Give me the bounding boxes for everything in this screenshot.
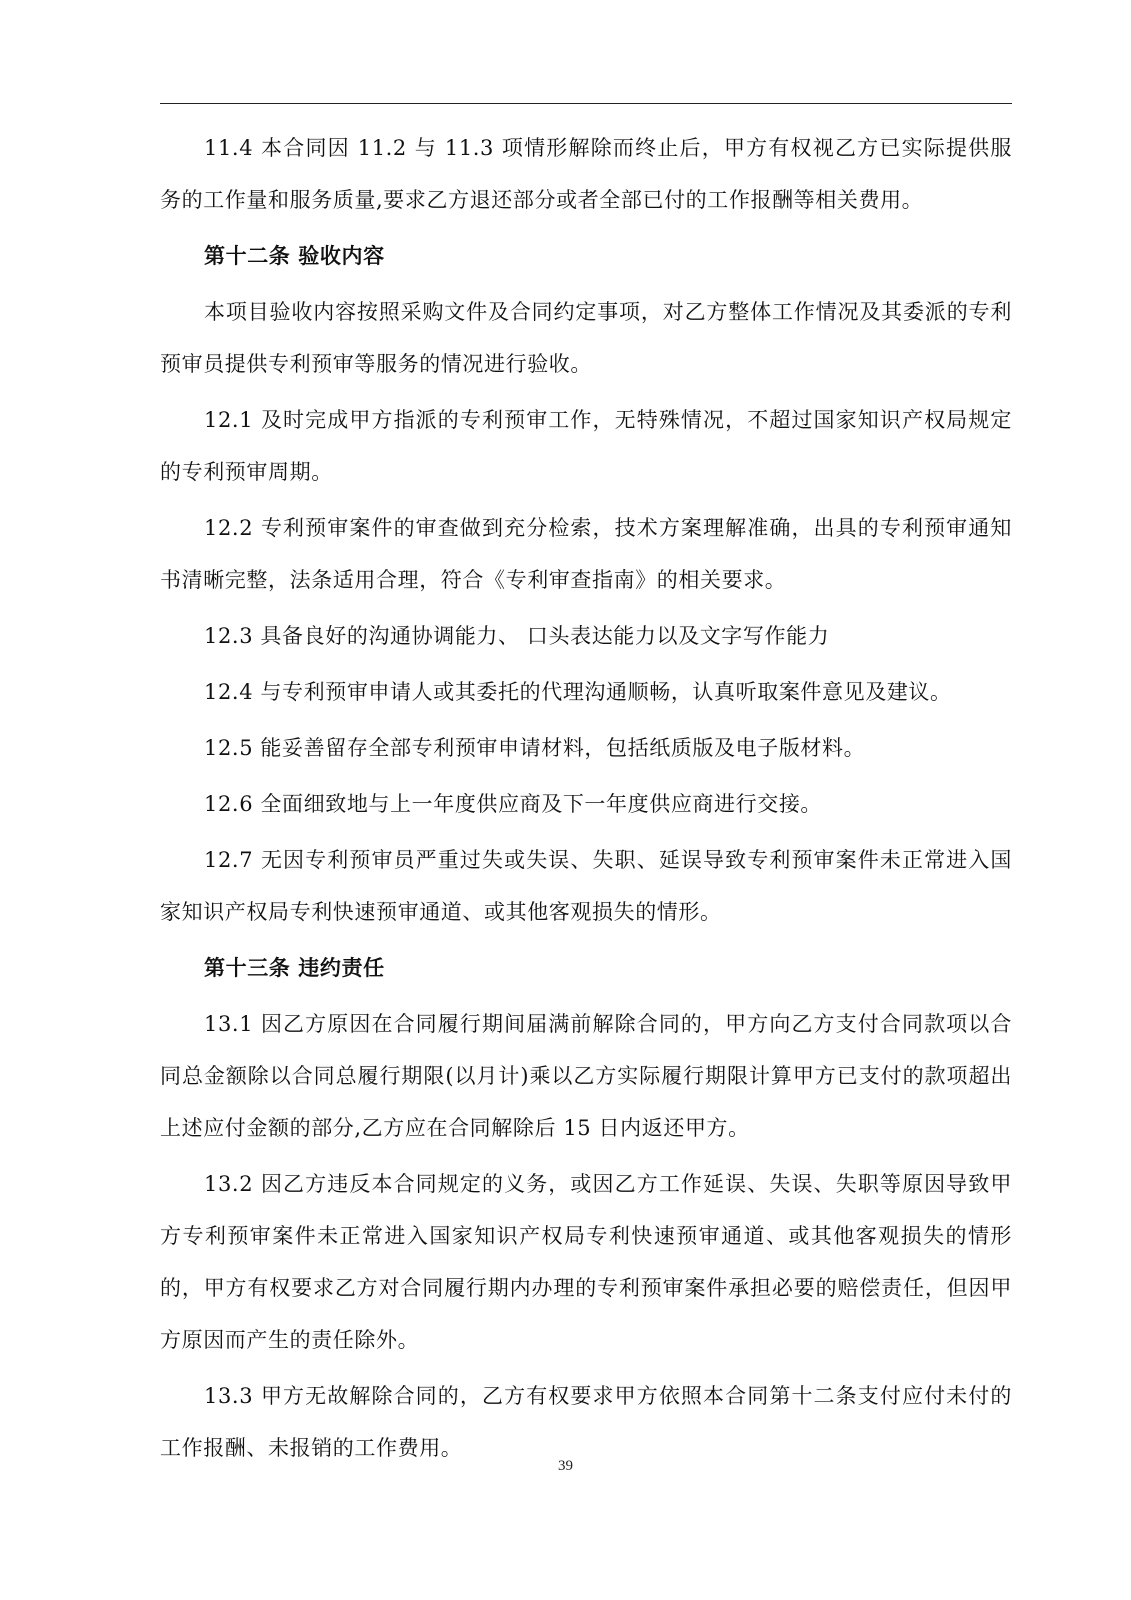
paragraph-13-1: 13.1 因乙方原因在合同履行期间届满前解除合同的，甲方向乙方支付合同款项以合同总金额除以合同总履行期限(以月计)乘以乙方实际履行期限计算甲方已支付的款项超出上述应付金额的部分,乙方应在合同解除后 15 日内返还甲方。 bbox=[160, 1012, 1012, 1140]
section-heading-13: 第十三条 违约责任 bbox=[204, 955, 385, 980]
section-heading-12: 第十二条 验收内容 bbox=[204, 243, 385, 268]
paragraph-12-4: 12.4 与专利预审申请人或其委托的代理沟通顺畅，认真听取案件意见及建议。 bbox=[204, 680, 952, 704]
paragraph-11-4: 11.4 本合同因 11.2 与 11.3 项情形解除而终止后，甲方有权视乙方已实际提供服务的工作量和服务质量,要求乙方退还部分或者全部已付的工作报酬等相关费用。 bbox=[160, 136, 1012, 212]
paragraph-12-intro: 本项目验收内容按照采购文件及合同约定事项，对乙方整体工作情况及其委派的专利预审员提供专利预审等服务的情况进行验收。 bbox=[160, 300, 1012, 376]
paragraph-12-1: 12.1 及时完成甲方指派的专利预审工作，无特殊情况，不超过国家知识产权局规定的专利预审周期。 bbox=[160, 408, 1012, 484]
paragraph-13-3: 13.3 甲方无故解除合同的，乙方有权要求甲方依照本合同第十二条支付应付未付的工作报酬、未报销的工作费用。 bbox=[160, 1384, 1012, 1460]
paragraph-12-6: 12.6 全面细致地与上一年度供应商及下一年度供应商进行交接。 bbox=[204, 792, 823, 816]
paragraph-12-7: 12.7 无因专利预审员严重过失或失误、失职、延误导致专利预审案件未正常进入国家知识产权局专利快速预审通道、或其他客观损失的情形。 bbox=[160, 848, 1012, 924]
paragraph-12-2: 12.2 专利预审案件的审查做到充分检索，技术方案理解准确，出具的专利预审通知书清晰完整，法条适用合理，符合《专利审查指南》的相关要求。 bbox=[160, 516, 1012, 592]
page-number: 39 bbox=[558, 1458, 573, 1474]
header-rule bbox=[160, 103, 1012, 104]
paragraph-12-3: 12.3 具备良好的沟通协调能力、 口头表达能力以及文字写作能力 bbox=[204, 624, 830, 648]
paragraph-12-5: 12.5 能妥善留存全部专利预审申请材料，包括纸质版及电子版材料。 bbox=[204, 736, 866, 760]
document-body bbox=[160, 122, 1012, 1478]
paragraph-13-2: 13.2 因乙方违反本合同规定的义务，或因乙方工作延误、失误、失职等原因导致甲方专利预审案件未正常进入国家知识产权局专利快速预审通道、或其他客观损失的情形的，甲方有权要求乙方对合同履行期内办理的专利预审案件承担必要的赔偿责任，但因甲方原因而产生的责任除外。 bbox=[160, 1172, 1012, 1352]
